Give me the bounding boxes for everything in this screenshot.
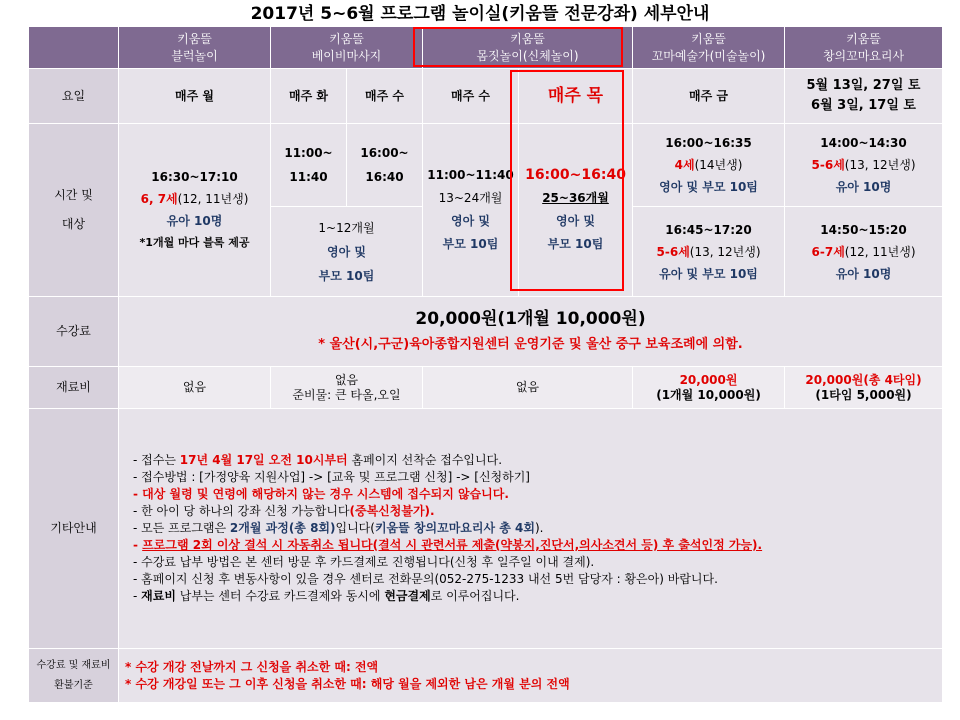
note-item: - 접수방법 : [가정양육 지원사업] -> [교육 및 프로그램 신청] -> [신청하기] [133, 470, 530, 484]
day-body-a: 매주 수 [423, 69, 519, 124]
header-row [29, 27, 943, 69]
note-item: - 한 아이 당 하나의 강좌 신청 가능합니다(중복신청불가). [133, 504, 435, 518]
note-item: - 접수는 17년 4월 17일 오전 10시부터 홈페이지 선착순 접수입니다. [133, 453, 503, 467]
material-row-label: 재료비 [29, 367, 119, 409]
material-block: 없음 [119, 367, 271, 409]
header-little-artist: 키움뜰 꼬마예술가(미술놀이) [633, 27, 785, 69]
refund-row-label: 수강료 및 재료비 환불기준 [29, 649, 119, 703]
note-item: - 모든 프로그램은 2개월 과정(총 8회)입니다(키움뜰 창의꼬마요리사 총 4회). [133, 521, 544, 535]
time-cook-2: 14:50~15:20 6-7세(12, 11년생) 유아 10명 [785, 207, 943, 297]
refund-rules [119, 649, 943, 703]
header-block-play: 키움뜰 블럭놀이 [119, 27, 271, 69]
material-art: 20,000원 (1개월 10,000원) [633, 367, 785, 409]
time-art-2: 16:45~17:20 5-6세(13, 12년생) 유아 및 부모 10팀 [633, 207, 785, 297]
time-art-1: 16:00~16:35 4세(14년생) 영아 및 부모 10팀 [633, 124, 785, 207]
time-baby-a: 11:00~ 11:40 [271, 124, 347, 207]
day-block: 매주 월 [119, 69, 271, 124]
material-row [29, 367, 943, 409]
day-body-b: 매주 목 [519, 69, 633, 124]
material-cook: 20,000원(총 4타임) (1타임 5,000원) [785, 367, 943, 409]
time-row-label: 시간 및 대상 [29, 124, 119, 297]
time-body-a: 11:00~11:40 13~24개월 영아 및 부모 10팀 [423, 124, 519, 297]
page-title: 2017년 5~6월 프로그램 놀이실(키움뜰 전문강좌) 세부안내 [250, 4, 710, 24]
material-baby: 없음 준비물: 큰 타올,오일 [271, 367, 423, 409]
day-cook: 5월 13일, 27일 토 6월 3일, 17일 토 [785, 69, 943, 124]
fee-cell [119, 297, 943, 367]
refund-item: * 수강 개강 전날까지 그 신청을 취소한 때: 전액 [125, 659, 379, 674]
time-body-b: 16:00~16:40 25~36개월 영아 및 부모 10팀 [519, 124, 633, 297]
header-body-play: 키움뜰 몸짓놀이(신체놀이) [423, 27, 633, 69]
notes-list [119, 409, 943, 649]
refund-row [29, 649, 943, 703]
time-block: 16:30~17:10 6, 7세(12, 11년생) 유아 10명 *1개월 마다 블록 제공 [119, 124, 271, 297]
day-row [29, 69, 943, 124]
refund-item: * 수강 개강일 또는 그 이후 신청을 취소한 때: 해당 월을 제외한 남은 개월 분의 전액 [125, 676, 570, 691]
header-corner [29, 27, 119, 69]
notes-row [29, 409, 943, 649]
fee-amount: 20,000원(1개월 10,000원) [415, 308, 646, 329]
day-baby-b: 매주 수 [347, 69, 423, 124]
note-item: - 프로그램 2회 이상 결석 시 자동취소 됩니다(결석 시 관련서류 제출(약봉지,진단서,의사소견서 등) 후 출석인정 가능). [133, 538, 763, 552]
day-art: 매주 금 [633, 69, 785, 124]
time-baby-shared: 1~12개월 영아 및 부모 10팀 [271, 207, 423, 297]
day-row-label: 요일 [29, 69, 119, 124]
note-item: - 수강료 납부 방법은 본 센터 방문 후 카드결제로 진행됩니다(신청 후 일주일 이내 결제). [133, 555, 595, 569]
day-baby-a: 매주 화 [271, 69, 347, 124]
time-baby-b: 16:00~ 16:40 [347, 124, 423, 207]
schedule-table [28, 26, 943, 703]
time-row-top [29, 124, 943, 207]
notes-row-label: 기타안내 [29, 409, 119, 649]
header-baby-massage: 키움뜰 베이비마사지 [271, 27, 423, 69]
note-item: - 재료비 납부는 센터 수강료 카드결제와 동시에 현금결제로 이루어집니다. [133, 589, 520, 603]
note-item: - 홈페이지 신청 후 변동사항이 있을 경우 센터로 전화문의(052-275-1233 내선 5번 담당자 : 황은아) 바랍니다. [133, 572, 718, 586]
time-cook-1: 14:00~14:30 5-6세(13, 12년생) 유아 10명 [785, 124, 943, 207]
fee-row-label: 수강료 [29, 297, 119, 367]
header-creative-cook: 키움뜰 창의꼬마요리사 [785, 27, 943, 69]
fee-row [29, 297, 943, 367]
fee-note: * 울산(시,구군)육아종합지원센터 운영기준 및 울산 중구 보육조례에 의함. [318, 336, 743, 352]
note-item: - 대상 월령 및 연령에 해당하지 않는 경우 시스템에 접수되지 않습니다. [133, 487, 509, 501]
material-body: 없음 [423, 367, 633, 409]
